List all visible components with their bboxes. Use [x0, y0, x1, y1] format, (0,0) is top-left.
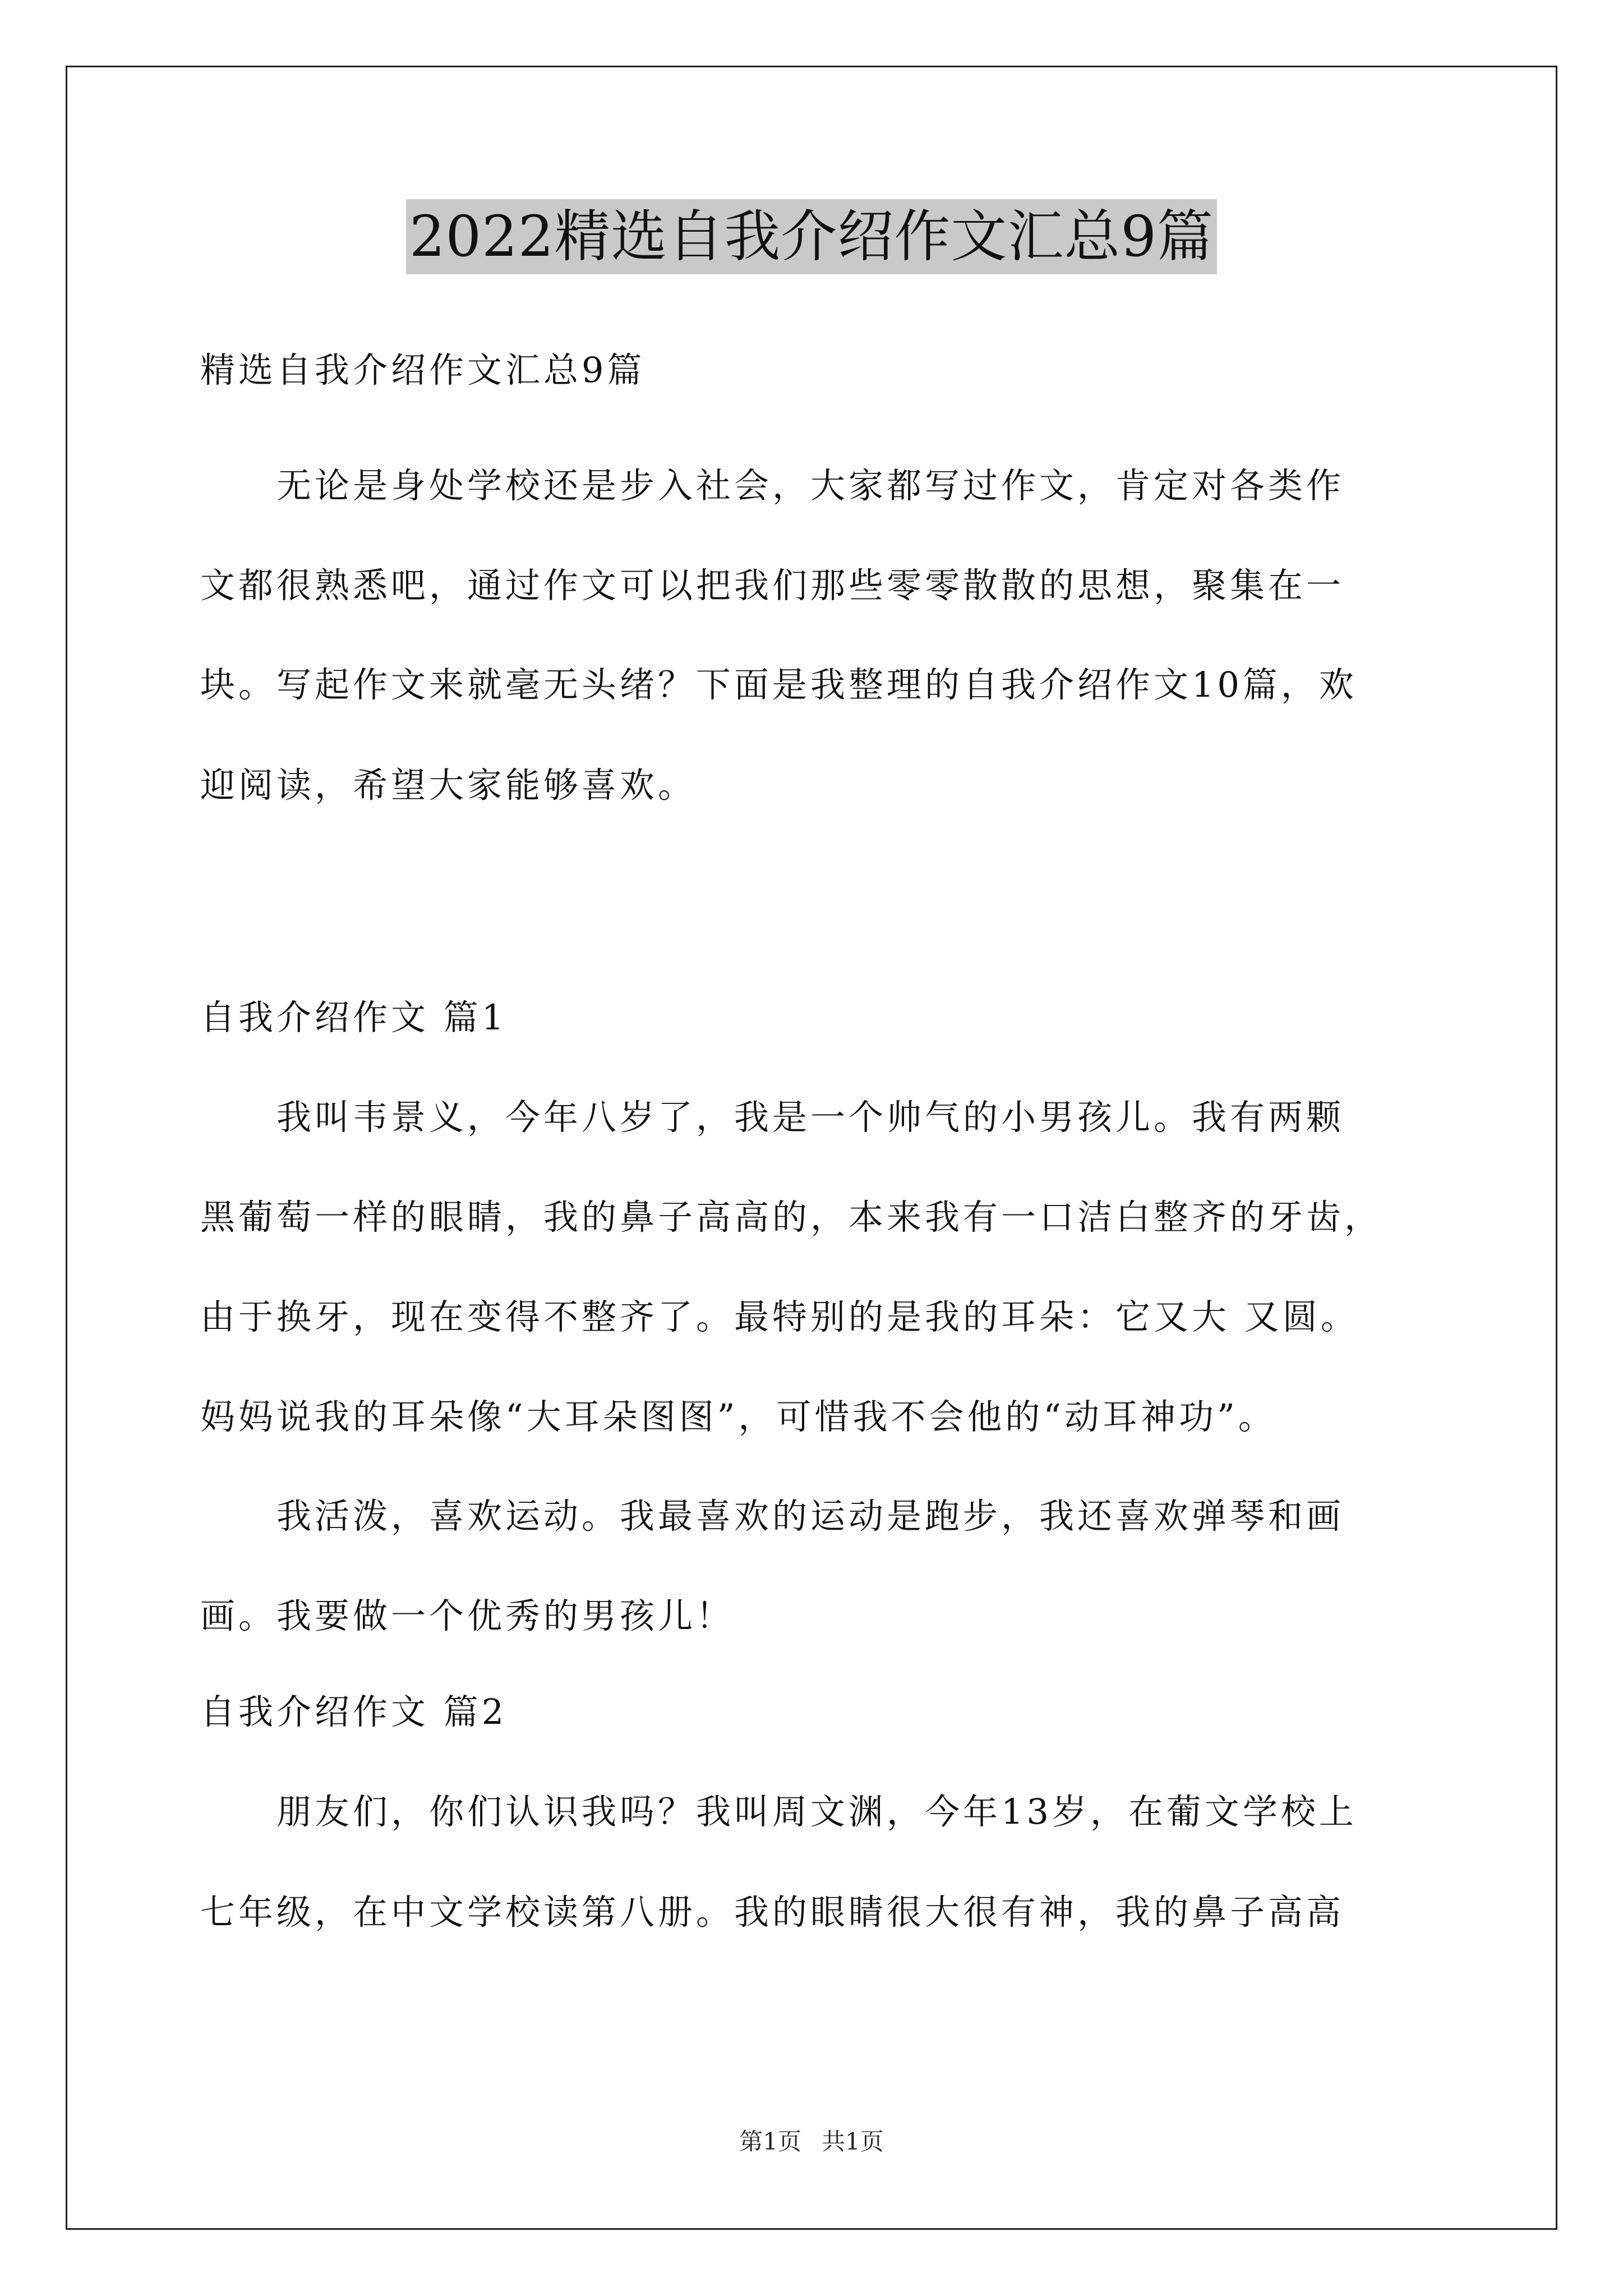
paragraph-line: 由于换牙，现在变得不整齐了。最特别的是我的耳朵：它又大 又圆。	[200, 1296, 1359, 1337]
paragraph-line: 七年级，在中文学校读第八册。我的眼睛很大很有神，我的鼻子高高	[200, 1892, 1345, 1932]
paragraph-line: 迎阅读，希望大家能够喜欢。	[200, 765, 697, 806]
title-container	[0, 199, 1623, 274]
paragraph-line: 妈妈说我的耳朵像“大耳朵图图”，可惜我不会他的“动耳神功”。	[200, 1396, 1276, 1437]
subtitle-line: 精选自我介绍作文汇总9篇	[200, 349, 645, 390]
document-title: 2022精选自我介绍作文汇总9篇	[406, 199, 1217, 274]
paragraph-line: 块。写起作文来就毫无头绪？下面是我整理的自我介绍作文10篇，欢	[200, 664, 1357, 705]
paragraph-line: 朋友们，你们认识我吗？我叫周文渊，今年13岁，在葡文学校上	[200, 1791, 1357, 1832]
section-heading-2: 自我介绍作文 篇2	[200, 1691, 508, 1732]
section-heading-1: 自我介绍作文 篇1	[200, 997, 508, 1038]
paragraph-line: 黑葡萄一样的眼睛，我的鼻子高高的，本来我有一口洁白整齐的牙齿，	[200, 1197, 1383, 1237]
paragraph-line: 我叫韦景义，今年八岁了，我是一个帅气的小男孩儿。我有两颗	[200, 1097, 1345, 1138]
paragraph-line: 无论是身处学校还是步入社会，大家都写过作文，肯定对各类作	[200, 465, 1345, 506]
paragraph-line: 文都很熟悉吧，通过作文可以把我们那些零零散散的思想，聚集在一	[200, 565, 1345, 606]
paragraph-line: 画。我要做一个优秀的男孩儿！	[200, 1595, 735, 1636]
page-number: 第1页	[739, 2128, 801, 2155]
page-total: 共1页	[822, 2128, 884, 2155]
paragraph-line: 我活泼，喜欢运动。我最喜欢的运动是跑步，我还喜欢弹琴和画	[200, 1496, 1345, 1536]
page-footer	[0, 2126, 1623, 2157]
